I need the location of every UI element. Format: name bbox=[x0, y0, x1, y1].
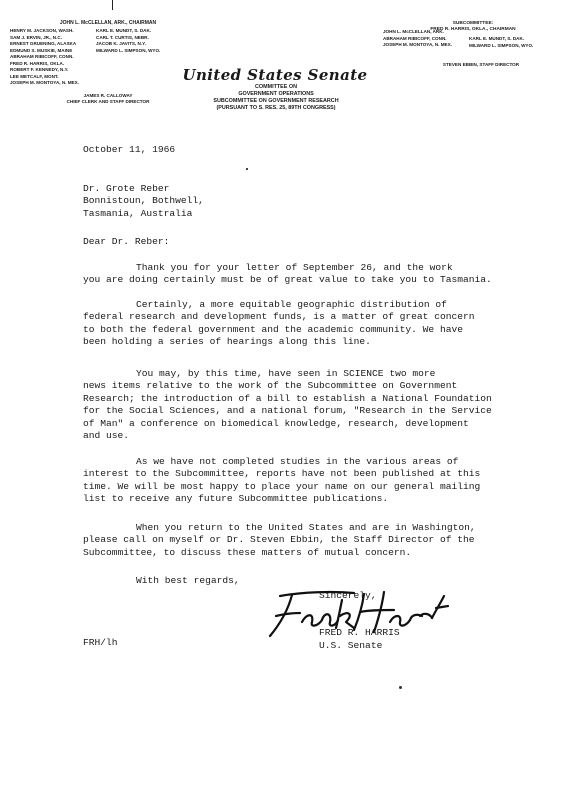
closing: With best regards, bbox=[136, 575, 240, 586]
paragraph bbox=[83, 368, 523, 442]
recipient-address bbox=[83, 183, 204, 220]
paragraph-line: federal research and development funds, is a matter of great concern bbox=[83, 311, 475, 323]
paragraph-line: to both the federal government and the academic community. We have bbox=[83, 323, 463, 335]
paragraph-line: and use. bbox=[83, 430, 130, 442]
paragraph-line: Subcommittee, to discuss these matters of mutual concern. bbox=[83, 546, 412, 558]
member-line: EDMUND S. MUSKIE, MAINE bbox=[10, 47, 73, 53]
member-line: KARL E. MUNDT, S. DAK. bbox=[96, 28, 152, 33]
member-line: HENRY M. JACKSON, WASH. bbox=[10, 28, 74, 33]
letterhead-subtitle bbox=[190, 84, 362, 112]
address-line: Dr. Grote Reber bbox=[83, 183, 170, 194]
signer-name: FRED R. HARRIS bbox=[319, 627, 400, 638]
staff-title: CHIEF CLERK AND STAFF DIRECTOR bbox=[66, 99, 150, 104]
member-line: ABRAHAM RIBICOFF, CONN. bbox=[10, 54, 74, 59]
paragraph bbox=[83, 522, 523, 559]
paragraph bbox=[83, 456, 523, 506]
member-line: CARL T. CURTIS, NEBR. bbox=[96, 34, 149, 40]
subcommittee-members-col2 bbox=[469, 36, 551, 49]
member-line: MILWARD L. SIMPSON, WYO. bbox=[96, 47, 161, 53]
subcommittee-staff: STEVEN EBBIN, STAFF DIRECTOR bbox=[442, 62, 520, 67]
member-line: FRED R. HARRIS, OKLA. bbox=[10, 60, 65, 66]
paragraph-line: Thank you for your letter of September 26, and the work bbox=[136, 262, 453, 273]
subtitle-line: SUBCOMMITTEE ON GOVERNMENT RESEARCH bbox=[213, 98, 339, 104]
subcommittee-chairman: FRED R. HARRIS, OKLA., CHAIRMAN bbox=[430, 27, 516, 32]
staff-name: JAMES R. CALLOWAY bbox=[83, 93, 133, 98]
paragraph-line: list to receive any future Subcommittee publications. bbox=[83, 493, 389, 505]
committee-members-col1 bbox=[10, 28, 94, 87]
paragraph-line: news items relative to the work of the Subcommittee on Government bbox=[83, 380, 458, 392]
committee-chairman: JOHN L. McCLELLAN, ARK., CHAIRMAN bbox=[59, 20, 157, 26]
margin-mark bbox=[112, 0, 113, 10]
subtitle-line: COMMITTEE ON bbox=[255, 84, 297, 90]
member-line: JOHN L. McCLELLAN, ARK. bbox=[383, 29, 444, 34]
stray-mark bbox=[399, 686, 402, 689]
address-line: Bonnistoun, Bothwell, bbox=[83, 195, 204, 207]
committee-members-col2 bbox=[96, 28, 184, 54]
paragraph-line: interest to the Subcommittee, reports have not been published at this bbox=[83, 468, 481, 480]
member-line: MILWARD L. SIMPSON, WYO. bbox=[469, 42, 534, 48]
paragraph-line: As we have not completed studies in the various areas of bbox=[136, 456, 459, 467]
paragraph-line: time. We will be most happy to place your name on our general mailing bbox=[83, 480, 481, 492]
paragraph-line: for the Social Sciences, and a national forum, "Research in the Service bbox=[83, 405, 492, 417]
paragraph bbox=[83, 299, 523, 349]
member-line: JOSEPH M. MONTOYA, N. MEX. bbox=[10, 80, 79, 85]
letterhead-title: United States Senate bbox=[182, 66, 368, 84]
paragraph-line: Research; the introduction of a bill to establish a National Foundation bbox=[83, 392, 492, 404]
paragraph-line: been holding a series of hearings along this line. bbox=[83, 336, 371, 348]
member-line: JACOB K. JAVITS, N.Y. bbox=[96, 41, 146, 46]
salutation: Dear Dr. Reber: bbox=[83, 236, 170, 247]
subcommittee-label: SUBCOMMITTEE: bbox=[452, 21, 494, 26]
member-line: JOSEPH M. MONTOYA, N. MEX. bbox=[383, 42, 452, 47]
stray-mark bbox=[246, 168, 248, 170]
paragraph bbox=[83, 262, 523, 287]
typist-initials: FRH/lh bbox=[83, 637, 118, 648]
address-line: Tasmania, Australia bbox=[83, 207, 193, 219]
paragraph-line: of Man" a conference on biomedical knowledge, research, development bbox=[83, 417, 469, 429]
committee-staff bbox=[38, 93, 178, 105]
member-line: LEE METCALF, MONT. bbox=[10, 73, 59, 79]
member-line: ROBERT F. KENNEDY, N.Y. bbox=[10, 67, 69, 72]
paragraph-line: please call on myself or Dr. Steven Ebbin, the Staff Director of the bbox=[83, 534, 475, 546]
member-line: ABRAHAM RIBICOFF, CONN. bbox=[383, 35, 447, 41]
paragraph-line: Certainly, a more equitable geographic distribution of bbox=[136, 299, 447, 310]
paragraph-line: you are doing certainly must be of great value to take you to Tasmania. bbox=[83, 274, 492, 286]
subtitle-line: (PURSUANT TO S. RES. 25, 89TH CONGRESS) bbox=[216, 105, 336, 111]
member-line: KARL E. MUNDT, S. DAK. bbox=[469, 36, 525, 41]
paragraph-line: You may, by this time, have seen in SCIENCE two more bbox=[136, 368, 436, 379]
member-line: ERNEST GRUENING, ALASKA bbox=[10, 41, 77, 46]
subcommittee-members-col1 bbox=[383, 29, 465, 49]
signer-title: U.S. Senate bbox=[319, 640, 383, 651]
paragraph-line: When you return to the United States and are in Washington, bbox=[136, 522, 476, 533]
member-line: SAM J. ERVIN, JR., N.C. bbox=[10, 34, 62, 40]
subtitle-line: GOVERNMENT OPERATIONS bbox=[238, 91, 314, 97]
letter-date: October 11, 1966 bbox=[83, 144, 176, 155]
valediction: Sincerely, bbox=[319, 590, 377, 601]
